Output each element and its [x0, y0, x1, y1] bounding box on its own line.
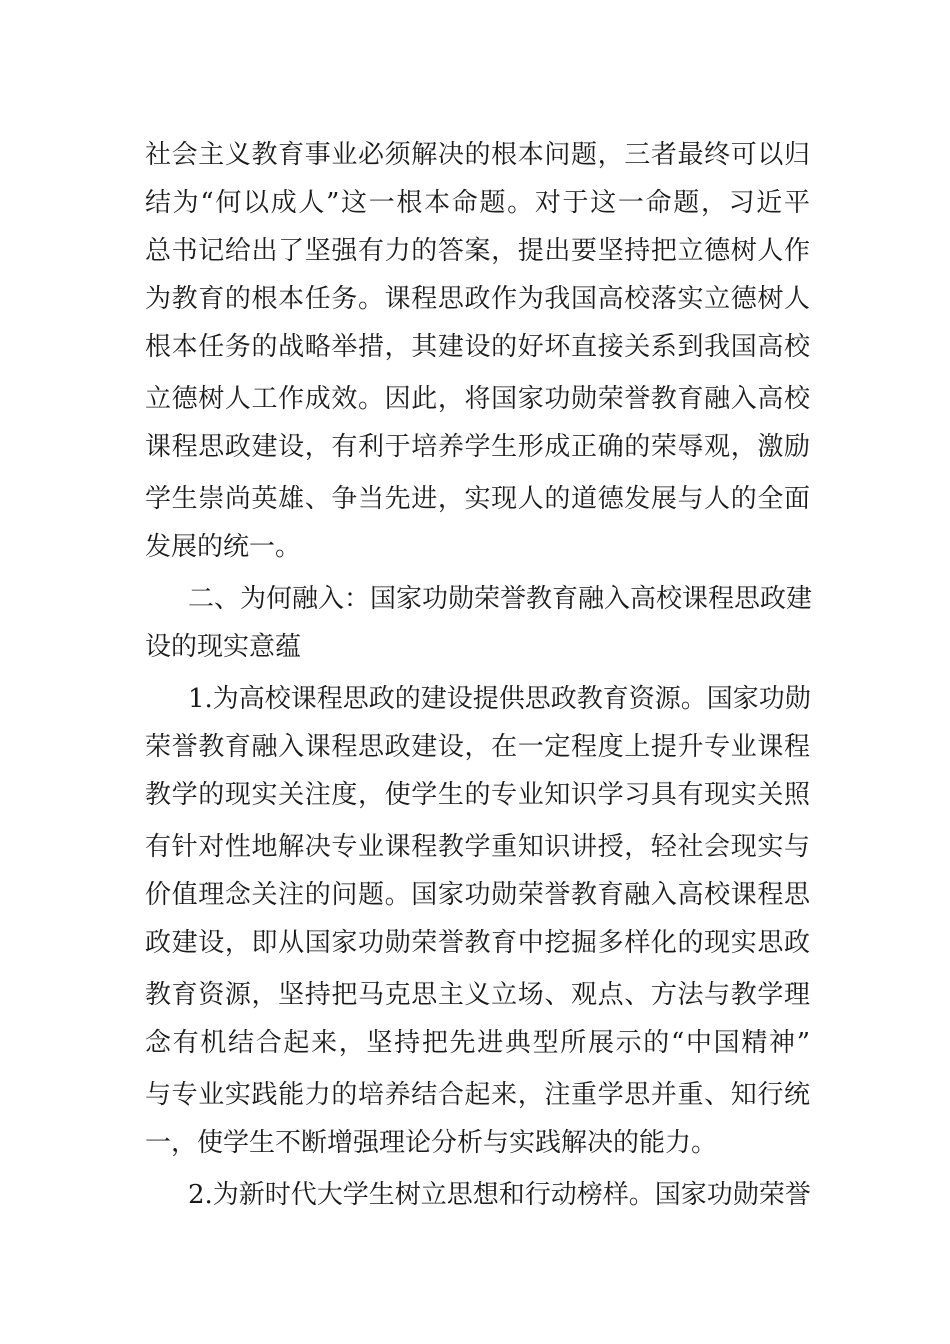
text-line-12: 1.为高校课程思政的建设提供思政教育资源。国家功勋: [188, 684, 811, 714]
text-line-15: 有针对性地解决专业课程教学重知识讲授，轻社会现实与: [145, 832, 810, 862]
text-line-22: 2.为新时代大学生树立思想和行动榜样。国家功勋荣誉: [188, 1180, 811, 1210]
text-line-7: 课程思政建设，有利于培养学生形成正确的荣辱观，激励: [145, 432, 810, 462]
text-line-3: 总书记给出了坚强有力的答案，提出要坚持把立德树人作: [145, 236, 810, 266]
text-line-9: 发展的统一。: [145, 532, 302, 562]
text-line-16: 价值理念关注的问题。国家功勋荣誉教育融入高校课程思: [145, 880, 810, 910]
text-line-14: 教学的现实关注度，使学生的专业知识学习具有现实关照: [145, 780, 810, 810]
section-heading-line-1: 二、为何融入：国家功勋荣誉教育融入高校课程思政建: [188, 584, 813, 614]
text-line-19: 念有机结合起来，坚持把先进典型所展示的“中国精神”: [145, 1028, 810, 1058]
section-heading-line-2: 设的现实意蕴: [145, 632, 302, 662]
text-line-5: 根本任务的战略举措，其建设的好坏直接关系到我国高校: [145, 332, 810, 362]
text-line-20: 与专业实践能力的培养结合起来，注重学思并重、知行统: [145, 1080, 810, 1110]
text-line-6: 立德树人工作成效。因此，将国家功勋荣誉教育融入高校: [145, 384, 810, 414]
text-line-13: 荣誉教育融入课程思政建设，在一定程度上提升专业课程: [145, 732, 810, 762]
text-line-4: 为教育的根本任务。课程思政作为我国高校落实立德树人: [145, 284, 810, 314]
text-line-1: 社会主义教育事业必须解决的根本问题，三者最终可以归: [145, 140, 810, 170]
text-line-2: 结为“何以成人”这一根本命题。对于这一命题，习近平: [145, 188, 810, 218]
text-line-17: 政建设，即从国家功勋荣誉教育中挖掘多样化的现实思政: [145, 928, 810, 958]
text-line-21: 一，使学生不断增强理论分析与实践解决的能力。: [145, 1128, 718, 1158]
text-line-8: 学生崇尚英雄、争当先进，实现人的道德发展与人的全面: [145, 484, 810, 514]
text-line-18: 教育资源，坚持把马克思主义立场、观点、方法与教学理: [145, 980, 810, 1010]
